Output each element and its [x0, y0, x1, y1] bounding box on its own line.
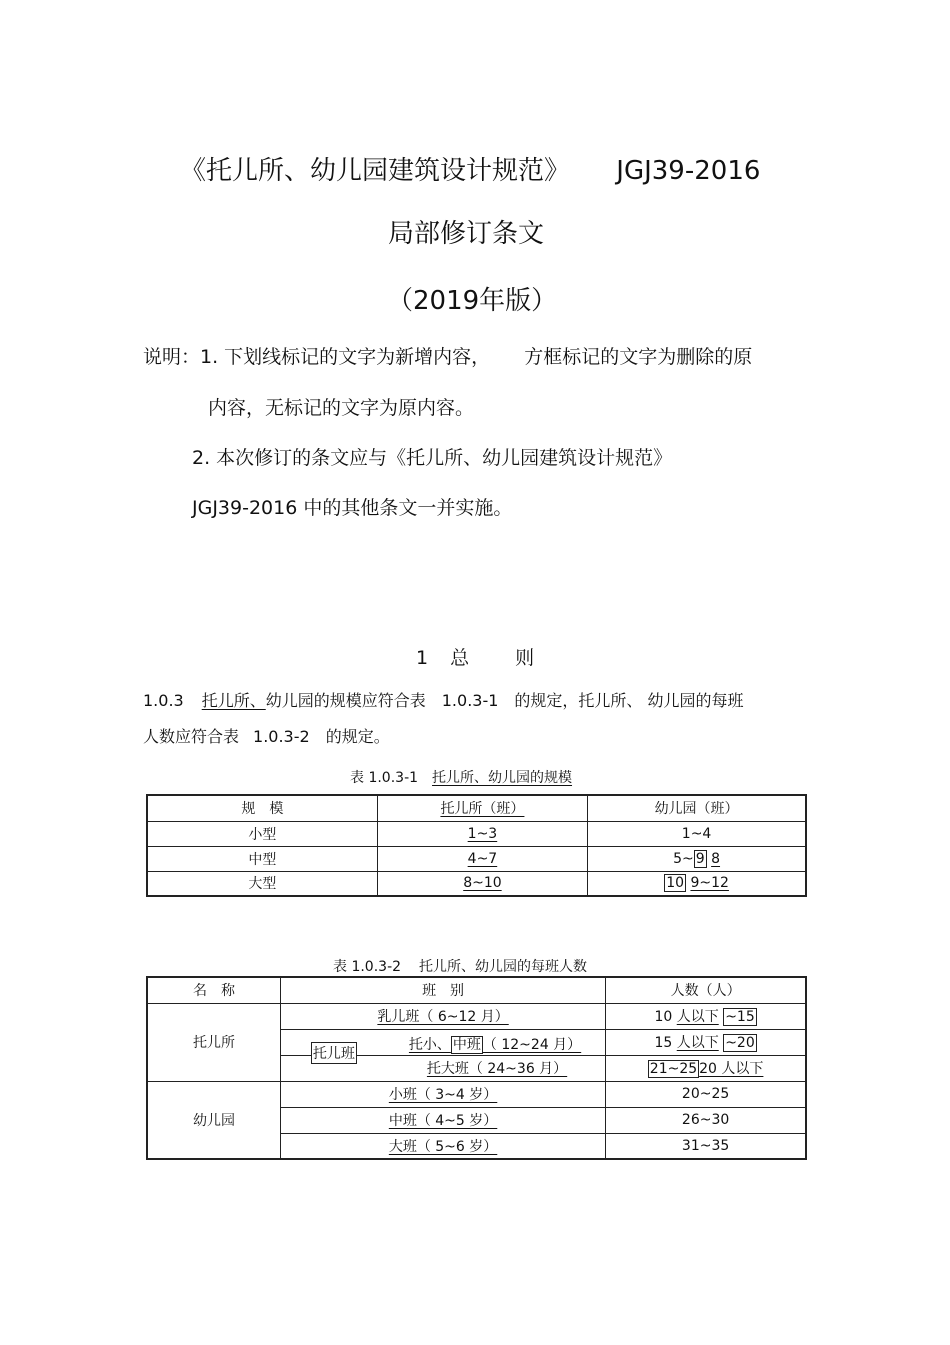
inserted-mark: 8: [711, 850, 721, 867]
table1-header-kinder: 幼儿园（班）: [588, 795, 806, 821]
inserted-mark: 20 人以下: [699, 1061, 764, 1077]
table2-header-class: 班 别: [280, 977, 605, 1003]
title-code: JGJ39-2016: [616, 156, 761, 186]
table2-cell: 乳儿班（ 6~12 月）: [280, 1003, 605, 1029]
table1-cell: 8~10: [377, 871, 587, 896]
table-row: [147, 977, 806, 1003]
clause-num: 1.0.3: [143, 691, 184, 710]
table2-caption-title: 托儿所、幼儿园的每班人数: [419, 959, 588, 975]
table1-cell: 1~3: [377, 821, 587, 846]
deleted-mark: 中班: [452, 1036, 481, 1053]
table1-caption-prefix: 表 1.0.3-1: [350, 770, 419, 786]
note-line-4: JGJ39-2016 中的其他条文一并实施。: [192, 497, 513, 519]
deleted-mark: 21~25: [649, 1061, 698, 1077]
inserted-mark: （ 12~24 月）: [482, 1036, 582, 1053]
table1-cell: 1~4: [588, 821, 806, 846]
table-row: [147, 795, 806, 821]
clause-text-2: 的规定，托儿所、 幼儿园的每班: [514, 691, 744, 710]
table1-header-size: 规 模: [147, 795, 377, 821]
table2-kinder-label: 幼儿园: [147, 1081, 280, 1159]
table2-cell: 小班（ 3~4 岁）: [280, 1081, 605, 1107]
table2-cell: 10 人以下 ~15: [606, 1003, 806, 1029]
table2-cell: 大班（ 5~6 岁）: [280, 1133, 605, 1159]
table-row: [147, 821, 806, 846]
title-name: 《托儿所、幼儿园建筑设计规范》: [180, 156, 571, 186]
clause-text-3: 人数应符合表: [143, 727, 240, 746]
table2-cell: 26~30: [606, 1107, 806, 1133]
table-2-class-size: [146, 976, 807, 1160]
note-label: 说明：: [143, 346, 201, 368]
table1-header-nursery: 托儿所（班）: [377, 795, 587, 821]
table2-cell: 托大班（ 24~36 月）: [280, 1055, 605, 1081]
deleted-class-label: 托儿班: [311, 1042, 357, 1064]
clause-line-1: [143, 688, 744, 711]
section-char-2: 则: [515, 647, 535, 669]
inserted-mark: 托小、: [408, 1036, 451, 1053]
note-line-3: 2. 本次修订的条文应与《托儿所、幼儿园建筑设计规范》: [192, 447, 673, 469]
doc-title: [180, 150, 760, 187]
table2-cell: 中班（ 4~5 岁）: [280, 1107, 605, 1133]
clause-line-2: [143, 724, 390, 747]
inserted-mark: 9~12: [690, 875, 729, 892]
clause-text-1: 幼儿园的规模应符合表: [265, 691, 426, 710]
table2-header-name: 名 称: [147, 977, 280, 1003]
section-num: 1: [416, 647, 429, 669]
table1-cell: 5~ 9 8: [588, 846, 806, 871]
section-char-1: 总: [450, 647, 470, 669]
table-1-scale: [146, 794, 807, 897]
note-line-1: [143, 342, 752, 369]
deleted-mark: ~15: [725, 1009, 755, 1025]
table1-cell: 中型: [147, 846, 377, 871]
note-line-2: 内容，无标记的文字为原内容。: [208, 397, 475, 419]
note-item1b: 方框标记的文字为删除的原: [524, 346, 753, 368]
clause-inserted: 托儿所、: [201, 691, 266, 710]
table1-caption: [350, 767, 572, 787]
table-row: [147, 1081, 806, 1107]
table1-cell: 大型: [147, 871, 377, 896]
table2-cell: [606, 1055, 806, 1081]
table2-header-count: 人数（人）: [606, 977, 806, 1003]
deleted-mark: 10: [666, 875, 685, 892]
inserted-mark: 人以下: [676, 1035, 719, 1051]
clause-ref-2: 1.0.3-2: [253, 727, 310, 746]
deleted-mark: ~20: [725, 1035, 755, 1051]
table2-cell: 15 人以下 ~20: [606, 1029, 806, 1055]
table1-cell: [588, 871, 806, 896]
clause-text-4: 的规定。: [325, 727, 390, 746]
doc-subtitle: 局部修订条文: [388, 219, 545, 249]
table1-cell: 4~7: [377, 846, 587, 871]
table2-cell: 20~25: [606, 1081, 806, 1107]
table2-nursery-label: 托儿所: [147, 1003, 280, 1081]
table2-caption-prefix: 表 1.0.3-2: [333, 959, 402, 975]
table2-caption: [333, 956, 587, 976]
doc-edition: （2019年版）: [387, 286, 558, 316]
table1-caption-title: 托儿所、幼儿园的规模: [432, 770, 573, 786]
table1-cell: 小型: [147, 821, 377, 846]
inserted-mark: 人以下: [676, 1009, 719, 1025]
clause-ref-1: 1.0.3-1: [441, 691, 499, 710]
note-item1a: 1. 下划线标记的文字为新增内容，: [200, 346, 491, 368]
table-row: [147, 846, 806, 871]
table2-cell: [280, 1029, 605, 1062]
table-row: [147, 871, 806, 896]
table-row: [147, 1003, 806, 1029]
deleted-mark: 9: [695, 850, 705, 867]
table2-cell: 31~35: [606, 1133, 806, 1159]
section-heading: [416, 643, 534, 670]
